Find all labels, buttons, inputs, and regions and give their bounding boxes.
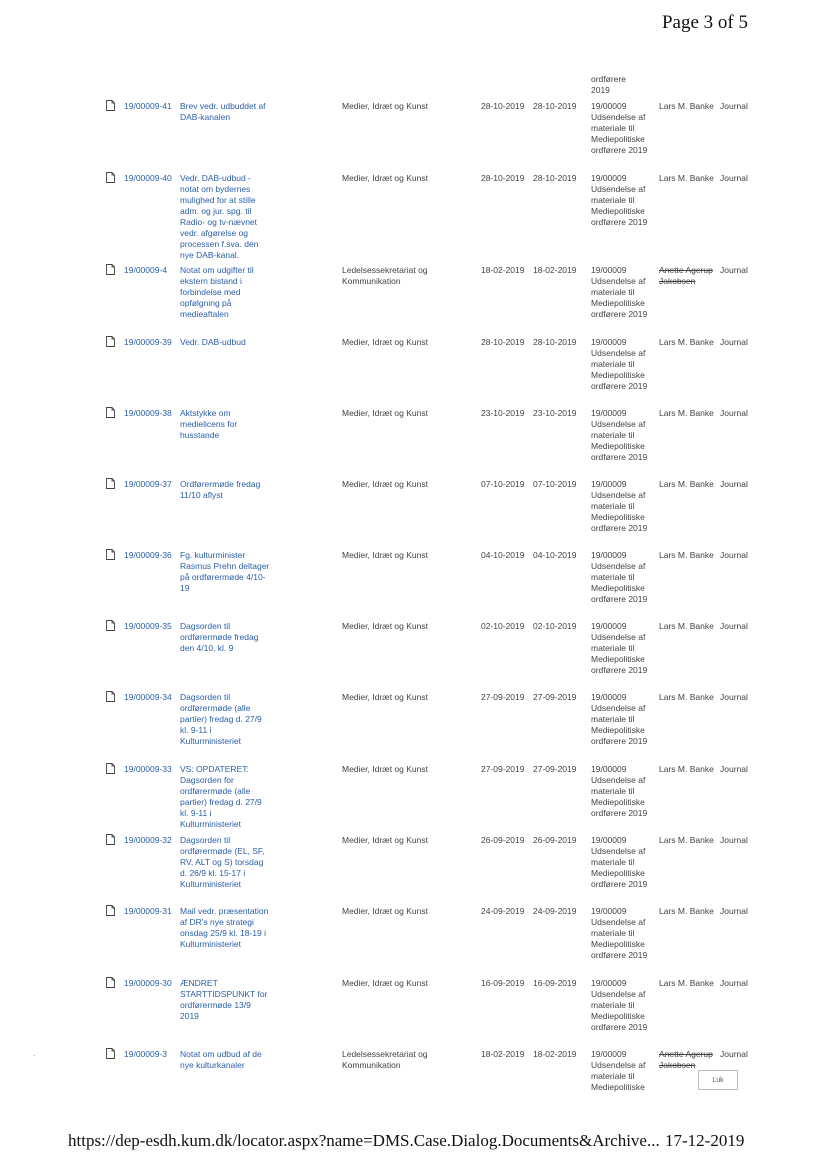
document-owner: Lars M. Banke <box>659 978 714 988</box>
document-type: Journal <box>720 101 748 111</box>
document-title-link[interactable]: Dagsorden til ordførermøde (EL, SF, RV, ALT og S) torsdag d. 26/9 kl. 15-17 i Kulturministeriet <box>180 835 265 889</box>
document-date: 16-09-2019 <box>481 978 525 988</box>
document-id-link[interactable]: 19/00009-36 <box>124 550 172 560</box>
document-case: 19/00009 Udsendelse af materiale til Mediepolitiske ordførere 2019 <box>591 764 648 818</box>
document-department: Medier, Idræt og Kunst <box>342 621 428 631</box>
document-registered-date: 07-10-2019 <box>533 479 577 489</box>
page-number: Page 3 of 5 <box>661 12 748 33</box>
document-icon <box>106 549 115 560</box>
document-id-link[interactable]: 19/00009-40 <box>124 173 172 183</box>
document-title-link[interactable]: Mail vedr. præsentation af DR's nye strategi onsdag 25/9 kl. 18-19 i Kulturministeriet <box>180 906 269 949</box>
document-date: 28-10-2019 <box>481 101 525 111</box>
document-title-link[interactable]: Vedr. DAB-udbud <box>180 337 246 347</box>
document-type: Journal <box>720 337 748 347</box>
document-owner: Anette Agerup Jakobsen <box>659 265 713 286</box>
document-case: 19/00009 Udsendelse af materiale til Mediepolitiske ordførere 2019 <box>591 978 648 1032</box>
document-icon <box>106 264 115 275</box>
document-case: 19/00009 Udsendelse af materiale til Mediepolitiske ordførere 2019 <box>591 173 648 227</box>
document-icon <box>106 407 115 418</box>
document-department: Medier, Idræt og Kunst <box>342 173 428 183</box>
document-registered-date: 27-09-2019 <box>533 764 577 774</box>
document-date: 24-09-2019 <box>481 906 525 916</box>
document-owner: Lars M. Banke <box>659 550 714 560</box>
document-department: Medier, Idræt og Kunst <box>342 692 428 702</box>
document-type: Journal <box>720 550 748 560</box>
document-date: 28-10-2019 <box>481 337 525 347</box>
document-title-link[interactable]: Brev vedr. udbuddet af DAB-kanalen <box>180 101 266 122</box>
document-case: 19/00009 Udsendelse af materiale til Mediepolitiske ordførere 2019 <box>591 479 648 533</box>
document-id-link[interactable]: 19/00009-35 <box>124 621 172 631</box>
document-icon <box>106 763 115 774</box>
document-id-link[interactable]: 19/00009-33 <box>124 764 172 774</box>
document-id-link[interactable]: 19/00009-41 <box>124 101 172 111</box>
document-registered-date: 02-10-2019 <box>533 621 577 631</box>
document-title-link[interactable]: Fg. kulturminister Rasmus Prehn deltager på ordførermøde 4/10-19 <box>180 550 270 593</box>
document-id-link[interactable]: 19/00009-3 <box>124 1049 168 1059</box>
document-id-link[interactable]: 19/00009-39 <box>124 337 172 347</box>
document-title-link[interactable]: VS: OPDATERET: Dagsorden for ordførermøde (alle partier) fredag d. 27/9 kl. 9-11 i Kulturministeriet <box>180 764 262 829</box>
document-icon <box>106 905 115 916</box>
document-type: Journal <box>720 621 748 631</box>
document-icon <box>106 834 115 845</box>
document-case: 19/00009 Udsendelse af materiale til Mediepolitiske ordførere 2019 <box>591 408 648 462</box>
document-id-link[interactable]: 19/00009-34 <box>124 692 172 702</box>
document-owner: Anette Agerup Jakobsen <box>659 1049 713 1070</box>
document-registered-date: 04-10-2019 <box>533 550 577 560</box>
document-case: 19/00009 Udsendelse af materiale til Mediepolitiske ordførere 2019 <box>591 101 648 155</box>
document-type: Journal <box>720 479 748 489</box>
document-registered-date: 18-02-2019 <box>533 265 577 275</box>
document-icon <box>106 620 115 631</box>
document-department: Medier, Idræt og Kunst <box>342 101 428 111</box>
document-owner: Lars M. Banke <box>659 621 714 631</box>
document-case: 19/00009 Udsendelse af materiale til Mediepolitiske ordførere 2019 <box>591 550 648 604</box>
document-owner: Lars M. Banke <box>659 337 714 347</box>
document-type: Journal <box>720 265 748 275</box>
document-date: 23-10-2019 <box>481 408 525 418</box>
document-date: 28-10-2019 <box>481 173 525 183</box>
document-case: 19/00009 Udsendelse af materiale til Mediepolitiske ordførere 2019 <box>591 337 648 391</box>
document-department: Medier, Idræt og Kunst <box>342 408 428 418</box>
document-owner: Lars M. Banke <box>659 835 714 845</box>
footer-url: https://dep-esdh.kum.dk/locator.aspx?name=DMS.Case.Dialog.Documents&Archive... <box>68 1131 660 1150</box>
document-type: Journal <box>720 835 748 845</box>
document-date: 04-10-2019 <box>481 550 525 560</box>
document-case: 19/00009 Udsendelse af materiale til Mediepolitiske ordførere 2019 <box>591 265 648 319</box>
document-case: 19/00009 Udsendelse af materiale til Mediepolitiske ordførere 2019 <box>591 692 648 746</box>
document-id-link[interactable]: 19/00009-32 <box>124 835 172 845</box>
document-type: Journal <box>720 978 748 988</box>
document-date: 27-09-2019 <box>481 764 525 774</box>
document-title-link[interactable]: Dagsorden til ordførermøde (alle partier) fredag d. 27/9 kl. 9-11 i Kulturministeriet <box>180 692 262 746</box>
document-date: 26-09-2019 <box>481 835 525 845</box>
document-icon <box>106 977 115 988</box>
margin-mark: · <box>33 1051 36 1060</box>
document-icon <box>106 1048 115 1059</box>
document-registered-date: 24-09-2019 <box>533 906 577 916</box>
document-title-link[interactable]: Vedr. DAB-udbud - notat om bydernes mulighed for at stille adm. og jur. spg. til Radio- og tv-nævnet vedr. afgørelse og processen f.sva. den nye DAB-kanal. <box>180 173 259 260</box>
document-type: Journal <box>720 173 748 183</box>
document-department: Medier, Idræt og Kunst <box>342 764 428 774</box>
document-icon <box>106 100 115 111</box>
document-date: 07-10-2019 <box>481 479 525 489</box>
document-registered-date: 27-09-2019 <box>533 692 577 702</box>
document-icon <box>106 336 115 347</box>
document-id-link[interactable]: 19/00009-31 <box>124 906 172 916</box>
document-title-link[interactable]: Ordførermøde fredag 11/10 aflyst <box>180 479 261 500</box>
document-title-link[interactable]: Aktstykke om medielicens for husstande <box>180 408 238 440</box>
document-case: 19/00009 Udsendelse af materiale til Mediepolitiske ordførere 2019 <box>591 621 648 675</box>
document-owner: Lars M. Banke <box>659 408 714 418</box>
document-owner: Lars M. Banke <box>659 692 714 702</box>
document-type: Journal <box>720 1049 748 1059</box>
document-owner: Lars M. Banke <box>659 101 714 111</box>
document-id-link[interactable]: 19/00009-30 <box>124 978 172 988</box>
document-department: Medier, Idræt og Kunst <box>342 906 428 916</box>
document-owner: Lars M. Banke <box>659 764 714 774</box>
document-department: Medier, Idræt og Kunst <box>342 835 428 845</box>
fragment-line: ordførere <box>591 74 626 84</box>
document-owner: Lars M. Banke <box>659 906 714 916</box>
document-date: 27-09-2019 <box>481 692 525 702</box>
document-case: 19/00009 Udsendelse af materiale til Mediepolitiske <box>591 1049 646 1092</box>
document-id-link[interactable]: 19/00009-4 <box>124 265 168 275</box>
document-type: Journal <box>720 408 748 418</box>
document-id-link[interactable]: 19/00009-37 <box>124 479 172 489</box>
document-department: Ledelsessekretariat og Kommunikation <box>342 1049 428 1070</box>
document-type: Journal <box>720 764 748 774</box>
document-department: Ledelsessekretariat og Kommunikation <box>342 265 428 286</box>
footer-date: 17-12-2019 <box>665 1131 745 1150</box>
document-registered-date: 18-02-2019 <box>533 1049 577 1059</box>
document-department: Medier, Idræt og Kunst <box>342 978 428 988</box>
document-owner: Lars M. Banke <box>659 173 714 183</box>
document-registered-date: 28-10-2019 <box>533 173 577 183</box>
document-case: 19/00009 Udsendelse af materiale til Mediepolitiske ordførere 2019 <box>591 906 648 960</box>
document-registered-date: 23-10-2019 <box>533 408 577 418</box>
document-department: Medier, Idræt og Kunst <box>342 337 428 347</box>
document-date: 18-02-2019 <box>481 1049 525 1059</box>
document-icon <box>106 478 115 489</box>
document-date: 18-02-2019 <box>481 265 525 275</box>
document-title-link[interactable]: Notat om udbud af de nye kulturkanaler <box>180 1049 262 1070</box>
document-registered-date: 28-10-2019 <box>533 337 577 347</box>
close-button[interactable]: Luk <box>698 1070 738 1090</box>
document-title-link[interactable]: ÆNDRET STARTTIDSPUNKT for ordførermøde 13/9 2019 <box>180 978 268 1021</box>
document-type: Journal <box>720 906 748 916</box>
document-type: Journal <box>720 692 748 702</box>
document-case: 19/00009 Udsendelse af materiale til Mediepolitiske ordførere 2019 <box>591 835 648 889</box>
document-department: Medier, Idræt og Kunst <box>342 479 428 489</box>
document-icon <box>106 691 115 702</box>
document-registered-date: 26-09-2019 <box>533 835 577 845</box>
document-id-link[interactable]: 19/00009-38 <box>124 408 172 418</box>
document-title-link[interactable]: Notat om udgifter til ekstern bistand i forbindelse med opfølgning på medieaftalen <box>180 265 254 319</box>
fragment-line: 2019 <box>591 85 610 95</box>
document-registered-date: 28-10-2019 <box>533 101 577 111</box>
document-registered-date: 16-09-2019 <box>533 978 577 988</box>
document-title-link[interactable]: Dagsorden til ordførermøde fredag den 4/10, kl. 9 <box>180 621 259 653</box>
document-date: 02-10-2019 <box>481 621 525 631</box>
document-department: Medier, Idræt og Kunst <box>342 550 428 560</box>
document-icon <box>106 172 115 183</box>
document-owner: Lars M. Banke <box>659 479 714 489</box>
